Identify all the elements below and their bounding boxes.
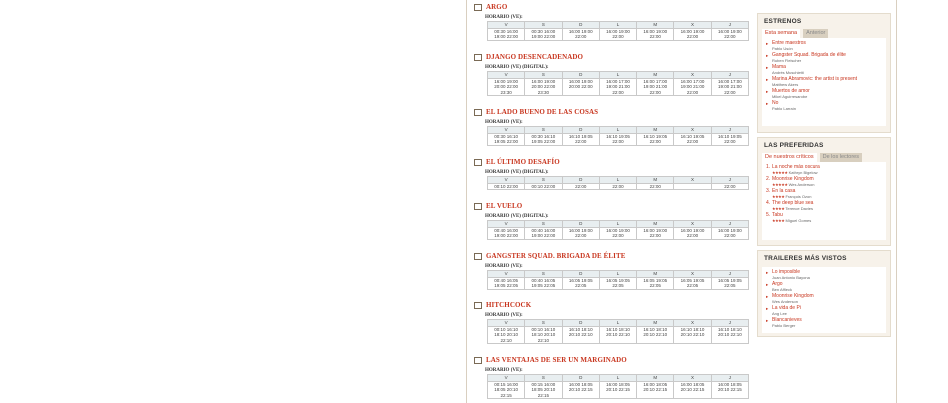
- list-item: [766, 189, 882, 199]
- showtime-cell: 00:30 16:10 19:05 22:00: [488, 133, 525, 145]
- estreno-director: Mikel Aguirresarobe: [772, 93, 808, 99]
- movie-block: [474, 300, 750, 344]
- day-header: V: [488, 271, 525, 278]
- showtime-cell: 16:05 19:05 22:05: [637, 277, 674, 289]
- showtime-cell: 16:10 18:10 20:10 22:10: [599, 326, 636, 344]
- trailers-panel: [757, 250, 891, 337]
- preferida-director: Wes Anderson: [788, 181, 815, 187]
- day-header: L: [599, 22, 636, 29]
- day-header: D: [562, 22, 599, 29]
- list-item: [766, 101, 882, 111]
- checkbox-icon[interactable]: [474, 4, 482, 11]
- day-header: J: [711, 177, 748, 184]
- day-header: D: [562, 177, 599, 184]
- showtime-cell: 16:00 19:00 22:00: [599, 28, 636, 40]
- movie-title[interactable]: EL LADO BUENO DE LAS COSAS: [486, 108, 599, 116]
- list-item: [766, 306, 882, 316]
- showtime-cell: 00:40 16:05 19:05 22:05: [488, 277, 525, 289]
- movie-title-row: [474, 355, 750, 365]
- schedule-times-row: [488, 183, 749, 190]
- day-header: J: [711, 221, 748, 228]
- arrow-icon: ▸: [766, 77, 769, 82]
- showtime-cell: 16:00 19:00 22:00: [711, 227, 748, 239]
- showtime-cell: 00:40 16:00 19:00 22:00: [488, 227, 525, 239]
- preferidas-list: [762, 162, 886, 240]
- rating-line: [772, 207, 882, 212]
- movie-block: [474, 2, 750, 41]
- schedule-times-row: [488, 28, 749, 40]
- rank-number: 1.: [766, 164, 771, 170]
- showtime-cell: 16:00 17:00 19:00 21:00 22:00: [599, 78, 636, 96]
- showtime-cell: 00:10 16:10 18:10 20:10 22:10: [525, 326, 562, 344]
- checkbox-icon[interactable]: [474, 109, 482, 116]
- tab-esta-semana[interactable]: Esta semana: [762, 29, 800, 38]
- preferida-director: Terence Davies: [785, 205, 813, 211]
- day-header: L: [599, 72, 636, 79]
- day-header: M: [637, 177, 674, 184]
- movie-block: [474, 355, 750, 399]
- movie-title[interactable]: EL VUELO: [486, 202, 523, 210]
- trailer-title-link[interactable]: Argo: [772, 281, 783, 287]
- trailer-director: Juan Antonio Bayona: [772, 274, 810, 280]
- showtime-cell: 16:00 19:00 22:00: [562, 28, 599, 40]
- day-header: J: [711, 271, 748, 278]
- showtime-cell: 16:00 17:00 19:00 21:00 22:00: [637, 78, 674, 96]
- trailer-director: Pablo Berger: [772, 322, 796, 328]
- list-item: [766, 41, 882, 51]
- schedule-times-row: [488, 277, 749, 289]
- tab-de-nuestros-criticos[interactable]: De nuestros críticos: [762, 153, 817, 162]
- showtime-cell: 16:05 19:05 22:05: [674, 277, 711, 289]
- showtime-cell: 16:00 18:05 20:10 22:15: [637, 381, 674, 399]
- preferidas-heading: LAS PREFERIDAS: [764, 142, 824, 149]
- tab-anterior[interactable]: Anterior: [803, 29, 828, 38]
- schedule-table: [487, 21, 749, 41]
- rating-line: [772, 195, 882, 200]
- showtime-cell: 00:40 16:00 19:00 22:00: [525, 227, 562, 239]
- estrenos-list: [762, 38, 886, 126]
- movie-title[interactable]: DJANGO DESENCADENADO: [486, 53, 584, 61]
- star-rating-icon: ★★★★★: [772, 169, 788, 175]
- showtime-cell: 16:00 19:00 22:00: [711, 28, 748, 40]
- day-header: X: [674, 127, 711, 134]
- estreno-title-link[interactable]: Entre maestros: [772, 40, 806, 46]
- arrow-icon: ▸: [766, 65, 769, 70]
- day-header: X: [674, 221, 711, 228]
- star-rating-icon: ★★★★: [772, 205, 785, 211]
- day-header: M: [637, 320, 674, 327]
- estreno-director: Pablo Larraín: [772, 105, 797, 111]
- showtime-cell: 00:40 16:05 19:05 22:05: [525, 277, 562, 289]
- star-rating-icon: ★★★★: [772, 193, 785, 199]
- schedule-table: [487, 126, 749, 146]
- showtime-cell: 22:00: [562, 183, 599, 190]
- day-header: L: [599, 320, 636, 327]
- showtime-cell: [674, 183, 711, 190]
- checkbox-icon[interactable]: [474, 357, 482, 364]
- day-header: M: [637, 271, 674, 278]
- schedule-times-row: [488, 381, 749, 399]
- trailer-director: Ang Lee: [772, 310, 787, 316]
- list-item: [766, 177, 882, 187]
- day-header: J: [711, 127, 748, 134]
- movie-title[interactable]: GANGSTER SQUAD. BRIGADA DE ÉLITE: [486, 252, 626, 260]
- star-rating-icon: ★★★★: [772, 217, 785, 223]
- arrow-icon: ▸: [766, 282, 769, 287]
- estrenos-tabs: [762, 29, 890, 38]
- day-header: D: [562, 320, 599, 327]
- day-header: S: [525, 375, 562, 382]
- schedule-times-row: [488, 133, 749, 145]
- showtime-cell: 16:10 19:05 22:00: [599, 133, 636, 145]
- preferida-director: Kathryn Bigelow: [788, 169, 818, 175]
- list-item: [766, 89, 882, 99]
- day-header: S: [525, 72, 562, 79]
- showtime-cell: 16:00 17:00 19:00 21:00 22:00: [674, 78, 711, 96]
- day-header: S: [525, 221, 562, 228]
- movie-block: [474, 107, 750, 146]
- showtime-cell: 16:10 19:05 22:00: [711, 133, 748, 145]
- showtime-cell: 16:00 18:05 20:10 22:15: [711, 381, 748, 399]
- estrenos-heading: ESTRENOS: [764, 18, 802, 25]
- day-header: X: [674, 177, 711, 184]
- list-item: [766, 294, 882, 304]
- day-header: V: [488, 177, 525, 184]
- showtime-cell: 16:10 18:10 20:10 22:10: [711, 326, 748, 344]
- list-item: [766, 318, 882, 328]
- estreno-director: Matthew Akers: [772, 81, 799, 87]
- showtime-cell: 16:10 19:05 22:00: [562, 133, 599, 145]
- arrow-icon: ▸: [766, 53, 769, 58]
- list-item: [766, 282, 882, 292]
- estreno-title-link[interactable]: Mama: [772, 64, 786, 70]
- preferida-director: François Ozon: [785, 193, 812, 199]
- showtime-cell: 16:00 19:00 20:00 22:00: [562, 78, 599, 96]
- day-header: X: [674, 72, 711, 79]
- day-header: V: [488, 72, 525, 79]
- showtime-cell: 00:30 16:00 19:00 22:00: [488, 28, 525, 40]
- day-header: D: [562, 375, 599, 382]
- schedule-times-row: [488, 78, 749, 96]
- horario-label: HORARIO (VE):: [485, 120, 523, 125]
- rank-number: 2.: [766, 176, 771, 182]
- schedule-times-row: [488, 227, 749, 239]
- day-header: J: [711, 375, 748, 382]
- checkbox-icon[interactable]: [474, 54, 482, 61]
- showtime-cell: 22:00: [711, 183, 748, 190]
- showtime-cell: 16:10 18:10 20:10 22:10: [674, 326, 711, 344]
- day-header: X: [674, 271, 711, 278]
- showtime-cell: 16:00 18:05 20:10 22:15: [674, 381, 711, 399]
- trailer-title-link[interactable]: Moonrise Kingdom: [772, 293, 814, 299]
- day-header: X: [674, 320, 711, 327]
- preferidas-tabs: [762, 153, 890, 162]
- movie-block: [474, 201, 750, 240]
- content-right-border: [896, 0, 897, 403]
- showtime-cell: 00:30 16:10 19:05 22:00: [525, 133, 562, 145]
- showtime-cell: 16:00 18:05 20:10 22:15: [599, 381, 636, 399]
- estreno-director: Pablo Usón: [772, 45, 793, 51]
- day-header: X: [674, 375, 711, 382]
- preferidas-panel: [757, 137, 891, 246]
- preferida-director: Miguel Gomes: [785, 217, 812, 223]
- day-header: D: [562, 221, 599, 228]
- star-rating-icon: ★★★★★: [772, 181, 788, 187]
- movie-schedule-list: [474, 0, 750, 403]
- day-header: V: [488, 22, 525, 29]
- horario-label: HORARIO (VE) (DIGITAL):: [485, 170, 549, 175]
- arrow-icon: ▸: [766, 101, 769, 106]
- rating-line: [772, 183, 882, 188]
- trailer-director: Ben Affleck: [772, 286, 792, 292]
- movie-title-row: [474, 300, 750, 310]
- movie-block: [474, 52, 750, 96]
- tab-de-los-lectores[interactable]: De los lectores: [820, 153, 862, 162]
- day-header: M: [637, 22, 674, 29]
- arrow-icon: ▸: [766, 294, 769, 299]
- showtime-cell: 16:00 19:00 22:00: [674, 28, 711, 40]
- showtime-cell: 16:10 19:05 22:00: [637, 133, 674, 145]
- trailer-title-link[interactable]: Blancanieves: [772, 317, 802, 323]
- list-item: [766, 165, 882, 175]
- showtime-cell: 16:00 18:05 20:10 22:15: [562, 381, 599, 399]
- showtime-cell: 16:00 19:00 22:00: [599, 227, 636, 239]
- schedule-table: [487, 176, 749, 190]
- showtime-cell: 16:00 19:00 22:00: [637, 227, 674, 239]
- showtime-cell: 00:15 16:00 18:05 20:10 22:15: [488, 381, 525, 399]
- day-header: J: [711, 22, 748, 29]
- trailer-title-link[interactable]: La vida de Pi: [772, 305, 801, 311]
- day-header: M: [637, 127, 674, 134]
- day-header: L: [599, 375, 636, 382]
- rank-number: 3.: [766, 188, 771, 194]
- day-header: L: [599, 177, 636, 184]
- horario-label: HORARIO (VE):: [485, 264, 523, 269]
- estreno-title-link[interactable]: Gangster Squad. Brigada de élite: [772, 52, 846, 58]
- showtime-cell: 00:10 22:00: [525, 183, 562, 190]
- arrow-icon: ▸: [766, 306, 769, 311]
- schedule-table: [487, 220, 749, 240]
- day-header: V: [488, 375, 525, 382]
- showtime-cell: 16:00 19:00 20:00 22:00 23:30: [488, 78, 525, 96]
- showtime-cell: 16:00 19:00 22:00: [637, 28, 674, 40]
- day-header: L: [599, 127, 636, 134]
- list-item: [766, 201, 882, 211]
- list-item: [766, 65, 882, 75]
- showtime-cell: 00:15 16:00 18:05 20:10 22:15: [525, 381, 562, 399]
- day-header: X: [674, 22, 711, 29]
- horario-label: HORARIO (VE):: [485, 313, 523, 318]
- day-header: J: [711, 72, 748, 79]
- checkbox-icon[interactable]: [474, 253, 482, 260]
- horario-label: HORARIO (VE):: [485, 368, 523, 373]
- day-header: V: [488, 320, 525, 327]
- preferida-title-link[interactable]: En la casa: [772, 188, 796, 194]
- horario-label: HORARIO (VE) (DIGITAL):: [485, 214, 549, 219]
- list-item: [766, 77, 882, 87]
- movie-title-row: [474, 107, 750, 117]
- rank-number: 5.: [766, 212, 771, 218]
- day-header: J: [711, 320, 748, 327]
- trailers-heading: TRAILERES MÁS VISTOS: [764, 255, 847, 262]
- showtime-cell: 16:00 19:00 20:00 22:00 23:30: [525, 78, 562, 96]
- list-item: [766, 270, 882, 280]
- day-header: D: [562, 271, 599, 278]
- schedule-table: [487, 319, 749, 344]
- movie-title[interactable]: LAS VENTAJAS DE SER UN MARGINADO: [486, 356, 627, 364]
- trailer-title-link[interactable]: Lo imposible: [772, 269, 801, 275]
- movie-title-row: [474, 157, 750, 167]
- showtime-cell: 00:30 16:00 19:00 22:00: [525, 28, 562, 40]
- arrow-icon: ▸: [766, 270, 769, 275]
- list-item: [766, 213, 882, 223]
- showtime-cell: 16:00 17:00 19:00 21:00 22:00: [711, 78, 748, 96]
- trailer-director: Wes Anderson: [772, 298, 798, 304]
- showtime-cell: 16:10 18:10 20:10 22:10: [637, 326, 674, 344]
- showtime-cell: 16:05 19:05 22:05: [711, 277, 748, 289]
- day-header: M: [637, 375, 674, 382]
- showtime-cell: 16:10 18:10 20:10 22:10: [562, 326, 599, 344]
- preferida-title-link[interactable]: Tabu: [772, 212, 783, 218]
- showtime-cell: 16:05 19:05 22:05: [599, 277, 636, 289]
- horario-label: HORARIO (VE):: [485, 15, 523, 20]
- estreno-title-link[interactable]: No: [772, 100, 779, 106]
- rank-number: 4.: [766, 200, 771, 206]
- schedule-table: [487, 374, 749, 399]
- day-header: L: [599, 271, 636, 278]
- preferida-title-link[interactable]: The deep blue sea: [772, 200, 814, 206]
- list-item: [766, 53, 882, 63]
- rating-line: [772, 219, 882, 224]
- movie-title-row: [474, 2, 750, 12]
- arrow-icon: ▸: [766, 41, 769, 46]
- checkbox-icon[interactable]: [474, 203, 482, 210]
- preferida-title-link[interactable]: La noche más oscura: [772, 164, 820, 170]
- day-header: S: [525, 320, 562, 327]
- day-header: V: [488, 221, 525, 228]
- movie-title[interactable]: EL ÚLTIMO DESAFÍO: [486, 158, 560, 166]
- day-header: M: [637, 221, 674, 228]
- day-header: V: [488, 127, 525, 134]
- movie-title-row: [474, 52, 750, 62]
- checkbox-icon[interactable]: [474, 302, 482, 309]
- estreno-title-link[interactable]: Muertos de amor: [772, 88, 810, 94]
- movie-block: [474, 251, 750, 290]
- showtime-cell: 00:10 22:00: [488, 183, 525, 190]
- schedule-table: [487, 270, 749, 290]
- showtime-cell: 16:05 19:05 22:05: [562, 277, 599, 289]
- showtime-cell: 22:00: [599, 183, 636, 190]
- movie-title[interactable]: ARGO: [486, 3, 508, 11]
- day-header: M: [637, 72, 674, 79]
- showtime-cell: 16:10 19:05 22:00: [674, 133, 711, 145]
- showtime-cell: 22:00: [637, 183, 674, 190]
- checkbox-icon[interactable]: [474, 159, 482, 166]
- day-header: S: [525, 271, 562, 278]
- estreno-director: Ruben Fleischer: [772, 57, 802, 63]
- schedule-times-row: [488, 326, 749, 344]
- showtime-cell: 16:00 19:00 22:00: [674, 227, 711, 239]
- horario-label: HORARIO (VE) (DIGITAL):: [485, 65, 549, 70]
- day-header: S: [525, 22, 562, 29]
- rating-line: [772, 171, 882, 176]
- day-header: L: [599, 221, 636, 228]
- day-header: D: [562, 72, 599, 79]
- movie-title-row: [474, 251, 750, 261]
- estreno-title-link[interactable]: Marina Abramovic: the artist is present: [772, 76, 858, 82]
- arrow-icon: ▸: [766, 318, 769, 323]
- schedule-table: [487, 71, 749, 96]
- estrenos-panel: [757, 13, 891, 133]
- preferida-title-link[interactable]: Moonrise Kingdom: [772, 176, 814, 182]
- content-left-border: [466, 0, 467, 403]
- day-header: S: [525, 127, 562, 134]
- movie-title[interactable]: HITCHCOCK: [486, 301, 532, 309]
- movie-title-row: [474, 201, 750, 211]
- movie-block: [474, 157, 750, 190]
- estreno-director: Andrés Muschietti: [772, 69, 804, 75]
- arrow-icon: ▸: [766, 89, 769, 94]
- day-header: S: [525, 177, 562, 184]
- showtime-cell: 00:10 16:10 18:10 20:10 22:10: [488, 326, 525, 344]
- trailers-list: [762, 267, 886, 333]
- day-header: D: [562, 127, 599, 134]
- showtime-cell: 16:00 19:00 22:00: [562, 227, 599, 239]
